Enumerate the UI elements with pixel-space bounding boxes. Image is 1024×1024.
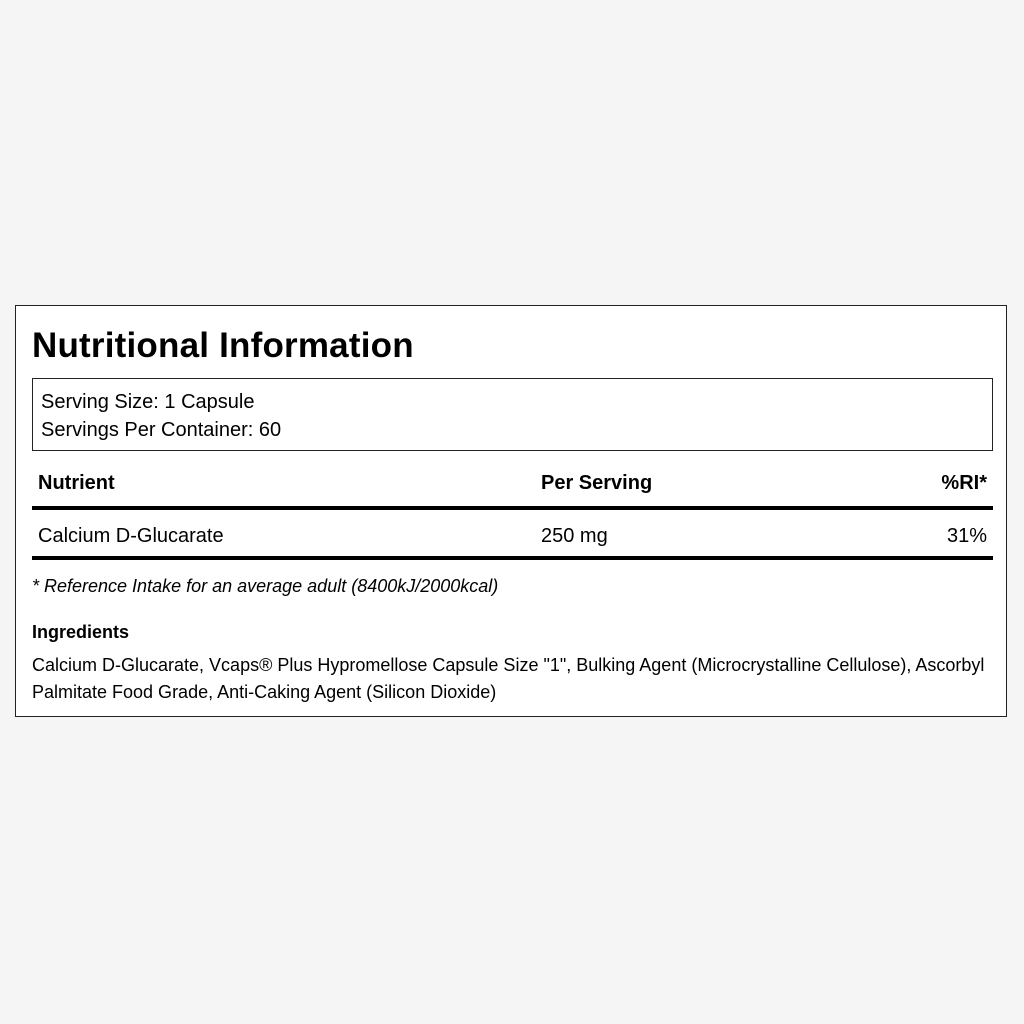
nutrient-table: [32, 466, 993, 560]
cell-nutrient: Calcium D-Glucarate: [38, 525, 224, 547]
table-row: [32, 510, 993, 556]
header-ri: %RI*: [941, 472, 987, 494]
ingredients-text: Calcium D-Glucarate, Vcaps® Plus Hypromellose Capsule Size "1", Bulking Agent (Microcrystalline Cellulose), Ascorbyl Palmitate Food Grade, Anti-Caking Agent (Silicon Dioxide): [32, 655, 985, 702]
ri-footnote: * Reference Intake for an average adult (8400kJ/2000kcal): [32, 576, 499, 596]
nutrition-panel: [15, 305, 1007, 717]
page-title: Nutritional Information: [32, 326, 414, 365]
serving-info-box: [32, 378, 993, 451]
cell-ri: 31%: [946, 525, 987, 547]
table-bottom-divider: [32, 556, 993, 560]
ingredients-heading: Ingredients: [32, 622, 130, 642]
servings-per-container: Servings Per Container: 60: [41, 419, 282, 441]
cell-per-serving: 250 mg: [541, 525, 608, 547]
header-per-serving: Per Serving: [541, 472, 653, 494]
serving-size: Serving Size: 1 Capsule: [41, 391, 255, 413]
table-header-row: [32, 466, 993, 506]
header-nutrient: Nutrient: [38, 472, 115, 494]
